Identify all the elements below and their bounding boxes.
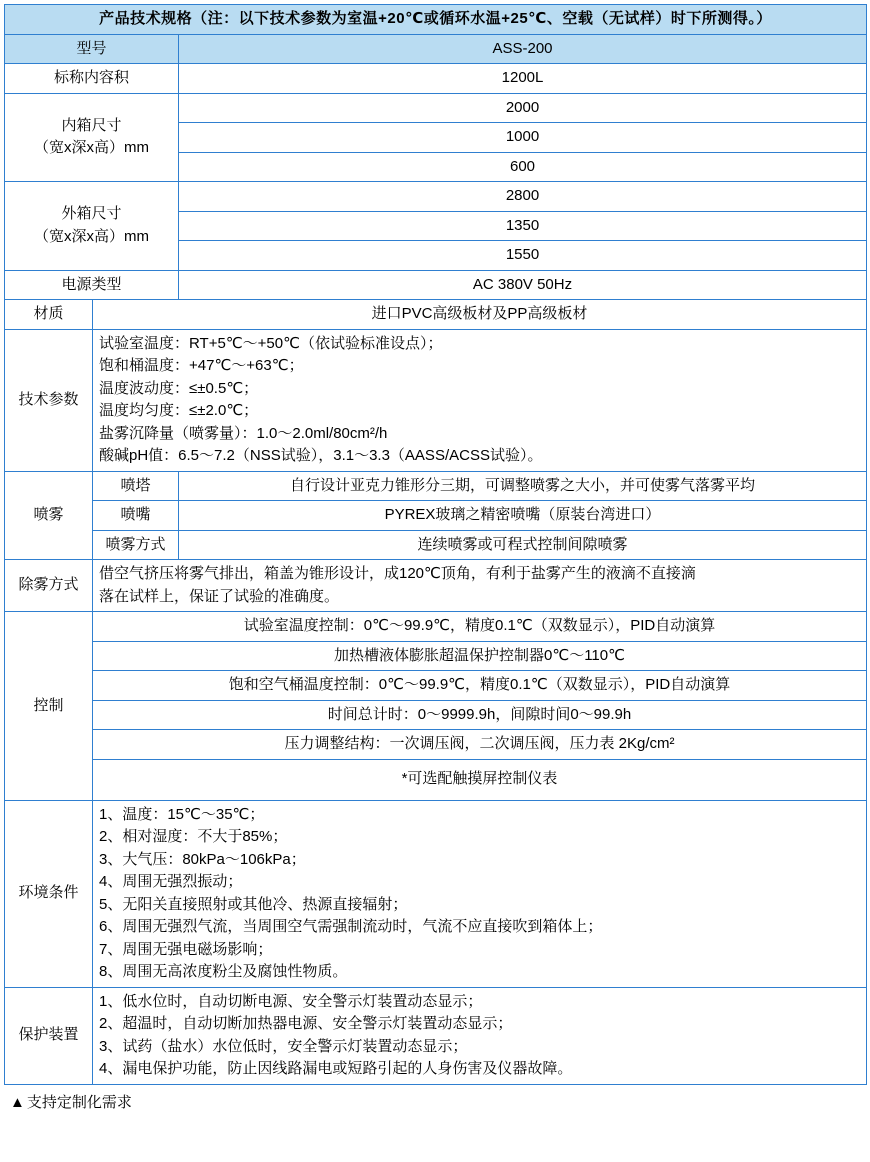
protection-item: 1、低水位时，自动切断电源、安全警示灯装置动态显示； bbox=[99, 992, 483, 1010]
spray-tower-value: 自行设计亚克力锥形分三期，可调整喷雾之大小，并可使雾气落雾平均 bbox=[179, 471, 867, 501]
table-row-protection bbox=[5, 987, 867, 1084]
protection-item: 4、漏电保护功能，防止因线路漏电或短路引起的人身伤害及仪器故障。 bbox=[99, 1060, 573, 1077]
spray-label: 喷雾 bbox=[5, 471, 93, 560]
table-row-environment bbox=[5, 800, 867, 987]
power-type-value: AC 380V 50Hz bbox=[179, 270, 867, 300]
environment-item: 8、周围无高浓度粉尘及腐蚀性物质。 bbox=[99, 963, 348, 980]
inner-size-label-line1: 内箱尺寸 bbox=[61, 116, 122, 134]
table-row-power bbox=[5, 270, 867, 300]
footer-note bbox=[4, 1085, 866, 1120]
spray-mode-value: 连续喷雾或可程式控制间隙喷雾 bbox=[179, 530, 867, 560]
spray-nozzle-value: PYREX玻璃之精密喷嘴（原装台湾进口） bbox=[179, 501, 867, 531]
protection-item: 2、超温时，自动切断加热器电源、安全警示灯装置动态显示； bbox=[99, 1015, 513, 1032]
outer-size-depth: 1350 bbox=[179, 211, 867, 241]
tech-params-label: 技术参数 bbox=[5, 329, 93, 471]
outer-size-height: 1550 bbox=[179, 241, 867, 271]
environment-item: 1、温度：15℃～35℃； bbox=[99, 805, 265, 823]
table-row-tech-params bbox=[5, 329, 867, 471]
control-item-optional: *可选配触摸屏控制仪表 bbox=[93, 759, 867, 800]
spec-table bbox=[4, 4, 867, 1085]
protection-item: 3、试药（盐水）水位低时，安全警示灯装置动态显示； bbox=[99, 1037, 468, 1055]
material-value: 进口PVC高级板材及PP高级板材 bbox=[93, 300, 867, 330]
table-row-model bbox=[5, 34, 867, 64]
spray-mode-label: 喷雾方式 bbox=[93, 530, 179, 560]
table-row-material bbox=[5, 300, 867, 330]
tech-param-line: 酸碱pH值：6.5～7.2（NSS试验），3.1～3.3（AASS/ACSS试验）。 bbox=[99, 447, 543, 464]
table-row-spray-tower bbox=[5, 471, 867, 501]
control-item: 加热槽液体膨胀超温保护控制器0℃～110℃ bbox=[93, 641, 867, 671]
control-item: 压力调整结构：一次调压阀，二次调压阀，压力表 2Kg/cm² bbox=[93, 730, 867, 760]
volume-label: 标称内容积 bbox=[5, 64, 179, 94]
tech-param-line: 饱和桶温度：+47℃～+63℃； bbox=[99, 357, 304, 374]
outer-size-label-line2: （宽x深x高）mm bbox=[34, 227, 149, 245]
tech-param-line: 温度波动度：≤±0.5℃； bbox=[99, 379, 259, 397]
table-row-control-1 bbox=[5, 612, 867, 642]
outer-size-width: 2800 bbox=[179, 182, 867, 212]
outer-size-label bbox=[5, 182, 179, 271]
control-item: 试验室温度控制：0℃～99.9℃，精度0.1℃（双数显示），PID自动演算 bbox=[93, 612, 867, 642]
table-row-defog bbox=[5, 560, 867, 612]
table-row-control-2 bbox=[5, 641, 867, 671]
table-row-outer-1 bbox=[5, 182, 867, 212]
table-row-control-5 bbox=[5, 730, 867, 760]
control-label: 控制 bbox=[5, 612, 93, 801]
spray-tower-label: 喷塔 bbox=[93, 471, 179, 501]
tech-param-line: 温度均匀度：≤±2.0℃； bbox=[99, 402, 259, 419]
model-label: 型号 bbox=[5, 34, 179, 64]
environment-item: 4、周围无强烈振动； bbox=[99, 873, 243, 890]
table-row-inner-1 bbox=[5, 93, 867, 123]
environment-value bbox=[93, 800, 867, 987]
model-value: ASS-200 bbox=[179, 34, 867, 64]
tech-param-line: 盐雾沉降量（喷雾量）：1.0～2.0ml/80cm²/h bbox=[99, 424, 388, 442]
protection-value bbox=[93, 987, 867, 1084]
protection-label: 保护装置 bbox=[5, 987, 93, 1084]
power-type-label: 电源类型 bbox=[5, 270, 179, 300]
inner-size-height: 600 bbox=[179, 152, 867, 182]
environment-item: 2、相对湿度：不大于85%； bbox=[99, 828, 288, 845]
environment-item: 6、周围无强烈气流，当周围空气需强制流动时，气流不应直接吹到箱体上； bbox=[99, 918, 603, 935]
material-label: 材质 bbox=[5, 300, 93, 330]
inner-size-label-line2: （宽x深x高）mm bbox=[34, 139, 149, 157]
table-row-control-3 bbox=[5, 671, 867, 701]
tech-params-value bbox=[93, 329, 867, 471]
defog-line: 落在试样上，保证了试验的准确度。 bbox=[99, 587, 340, 605]
inner-size-width: 2000 bbox=[179, 93, 867, 123]
table-row-control-6 bbox=[5, 759, 867, 800]
defog-label: 除雾方式 bbox=[5, 560, 93, 612]
outer-size-label-line1: 外箱尺寸 bbox=[61, 205, 122, 223]
spray-nozzle-label: 喷嘴 bbox=[93, 501, 179, 531]
volume-value: 1200L bbox=[179, 64, 867, 94]
table-row-title bbox=[5, 5, 867, 35]
environment-item: 7、周围无强电磁场影响； bbox=[99, 940, 273, 958]
control-item: 饱和空气桶温度控制：0℃～99.9℃，精度0.1℃（双数显示），PID自动演算 bbox=[93, 671, 867, 701]
table-row-spray-mode bbox=[5, 530, 867, 560]
control-item: 时间总计时：0～9999.9h，间隙时间0～99.9h bbox=[93, 700, 867, 730]
inner-size-depth: 1000 bbox=[179, 123, 867, 153]
environment-label: 环境条件 bbox=[5, 800, 93, 987]
defog-line: 借空气挤压将雾气排出，箱盖为锥形设计，成120℃顶角，有利于盐雾产生的液滴不直接滴 bbox=[99, 565, 696, 582]
tech-param-line: 试验室温度：RT+5℃～+50℃（依试验标准设点）； bbox=[99, 334, 443, 352]
footer-note-text: 支持定制化需求 bbox=[26, 1093, 132, 1111]
triangle-icon: ▲ bbox=[10, 1093, 25, 1111]
defog-value bbox=[93, 560, 867, 612]
table-row-control-4 bbox=[5, 700, 867, 730]
spec-title: 产品技术规格（注：以下技术参数为室温+20℃或循环水温+25℃、空载（无试样）时下所测得。） bbox=[5, 5, 867, 35]
table-row-volume bbox=[5, 64, 867, 94]
environment-item: 3、大气压：80kPa～106kPa； bbox=[99, 850, 306, 868]
inner-size-label bbox=[5, 93, 179, 182]
environment-item: 5、无阳关直接照射或其他冷、热源直接辐射； bbox=[99, 895, 408, 913]
table-row-spray-nozzle bbox=[5, 501, 867, 531]
